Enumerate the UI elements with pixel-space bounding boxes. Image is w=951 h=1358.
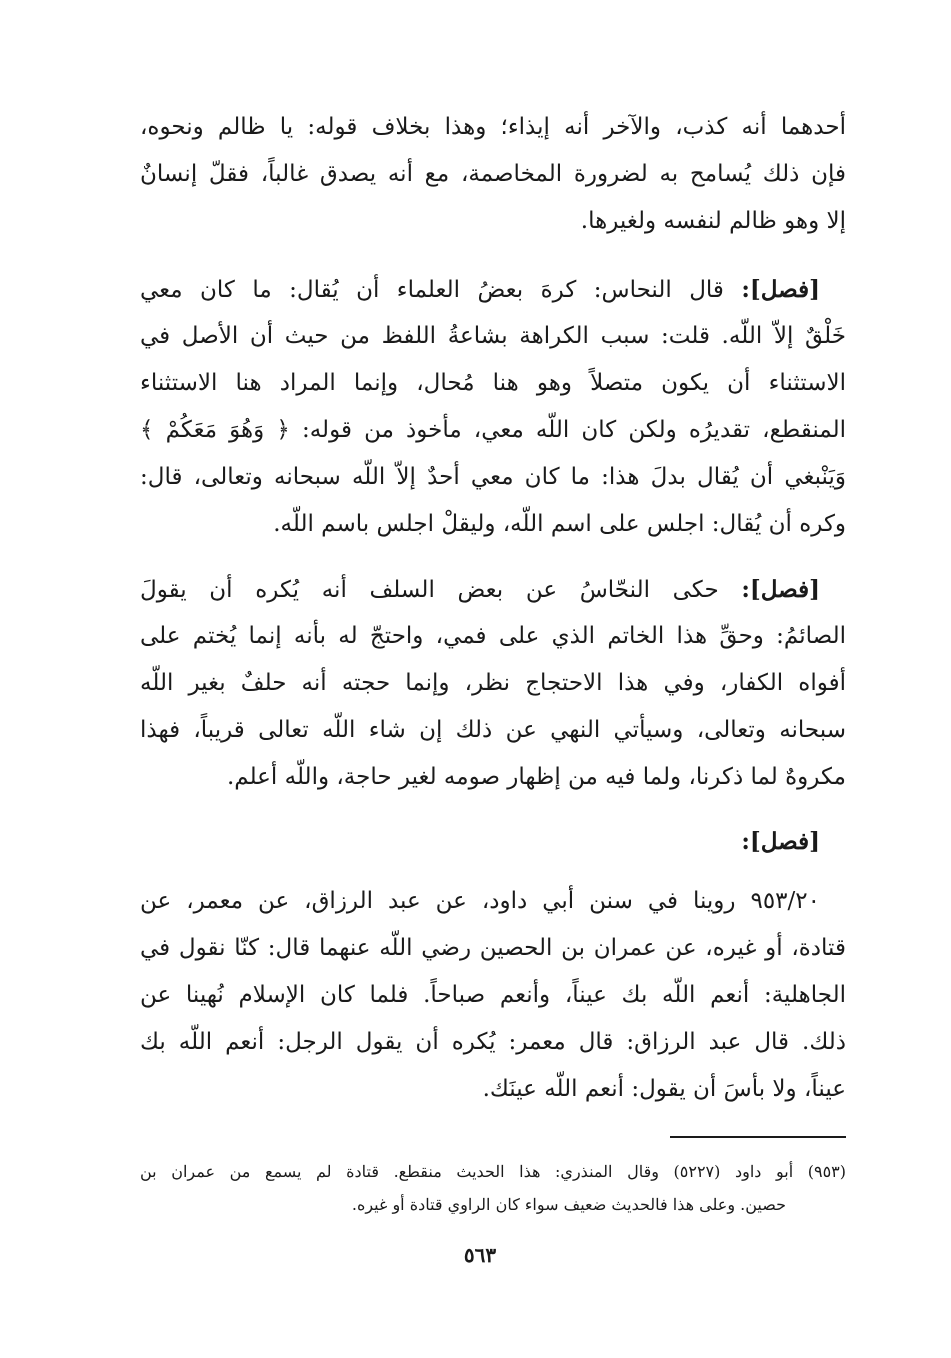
text-line: الاستثناء أن يكون متصلاً وهو هنا مُحال، وإنما المراد هنا الاستثناء	[140, 370, 846, 396]
text-line: وَيَنْبغي أن يُقال بدلَ هذا: ما كان معي أحدٌ إلاّ اللّه سبحانه وتعالى، قال:	[140, 464, 846, 490]
text-line	[140, 266, 846, 313]
paragraph-2	[140, 266, 846, 548]
section-label: [فصل]:	[741, 276, 820, 303]
paragraph-4	[140, 818, 846, 865]
text-line: خَلْقٌ إلاّ اللّه. قلت: سبب الكراهة بشاعةُ اللفظ من حيث أن الأصل في	[140, 323, 846, 349]
text-line	[140, 566, 846, 613]
text-line: المنقطع، تقديرُه ولكن كان اللّه معي، مأخوذ من قوله: ﴿ وَهُوَ مَعَكُمْ ﴾	[140, 417, 846, 443]
section-label: [فصل]:	[741, 576, 820, 603]
line-text: قال النحاس: كرهَ بعضُ العلماء أن يُقال: ما كان معي	[140, 277, 724, 303]
text-line: فإن ذلك يُسامح به لضرورة المخاصمة، مع أنه يصدق غالباً، فقلّ إنسانٌ	[140, 161, 846, 187]
section-label: [فصل]:	[741, 828, 820, 855]
text-line: الجاهلية: أنعم اللّه بك عيناً، وأنعم صباحاً. فلما كان الإسلام نُهينا عن	[140, 982, 846, 1008]
text-line: سبحانه وتعالى، وسيأتي النهي عن ذلك إن شاء اللّه تعالى قريباً، فهذا	[140, 717, 846, 743]
text-line: قتادة، أو غيره، عن عمران بن الحصين رضي اللّه عنهما قال: كنّا نقول في	[140, 935, 846, 961]
footnote-divider	[670, 1136, 846, 1138]
text-line: إلا وهو ظالم لنفسه ولغيرها.	[580, 208, 846, 234]
paragraph-5	[140, 878, 846, 1113]
text-line: عيناً، ولا بأسَ أن يقول: أنعم اللّه عينَك.	[482, 1076, 846, 1102]
paragraph-3	[140, 566, 846, 801]
text-line: أفواه الكفار، وفي هذا الاحتجاج نظر، وإنما حجته أنه حلفٌ بغير اللّه	[140, 670, 846, 696]
footnote-line: (٩٥٣) أبو داود (٥٢٢٧) وقال المنذري: هذا الحديث منقطع. قتادة لم يسمع من عمران بن	[140, 1162, 846, 1181]
page-number: ٥٦٣	[463, 1243, 497, 1267]
paragraph-1	[140, 104, 846, 245]
text-line: الصائمُ: وحقِّ هذا الخاتم الذي على فمي، واحتجّ له بأنه إنما يُختم على	[140, 623, 846, 649]
text-line	[140, 818, 846, 865]
text-line: وكره أن يُقال: اجلس على اسم اللّه، وليقلْ اجلس باسم اللّه.	[273, 511, 846, 537]
text-line: ٩٥٣/٢٠ روينا في سنن أبي داود، عن عبد الرزاق، عن معمر، عن	[140, 888, 820, 914]
footnote-line: حصين. وعلى هذا فالحديث ضعيف سواء كان الراوي قتادة أو غيره.	[351, 1195, 786, 1214]
text-line: ذلك. قال عبد الرزاق: قال معمر: يُكره أن يقول الرجل: أنعم اللّه بك	[140, 1029, 846, 1055]
footnote	[140, 1155, 846, 1221]
text-line: مكروهٌ لما ذكرنا، ولما فيه من إظهار صومه لغير حاجة، واللّه أعلم.	[226, 764, 846, 790]
line-text: حكى النحّاسُ عن بعض السلف أنه يُكره أن يقولَ	[140, 577, 719, 603]
text-line: أحدهما أنه كذب، والآخر أنه إيذاء؛ وهذا بخلاف قوله: يا ظالم ونحوه،	[140, 114, 846, 140]
